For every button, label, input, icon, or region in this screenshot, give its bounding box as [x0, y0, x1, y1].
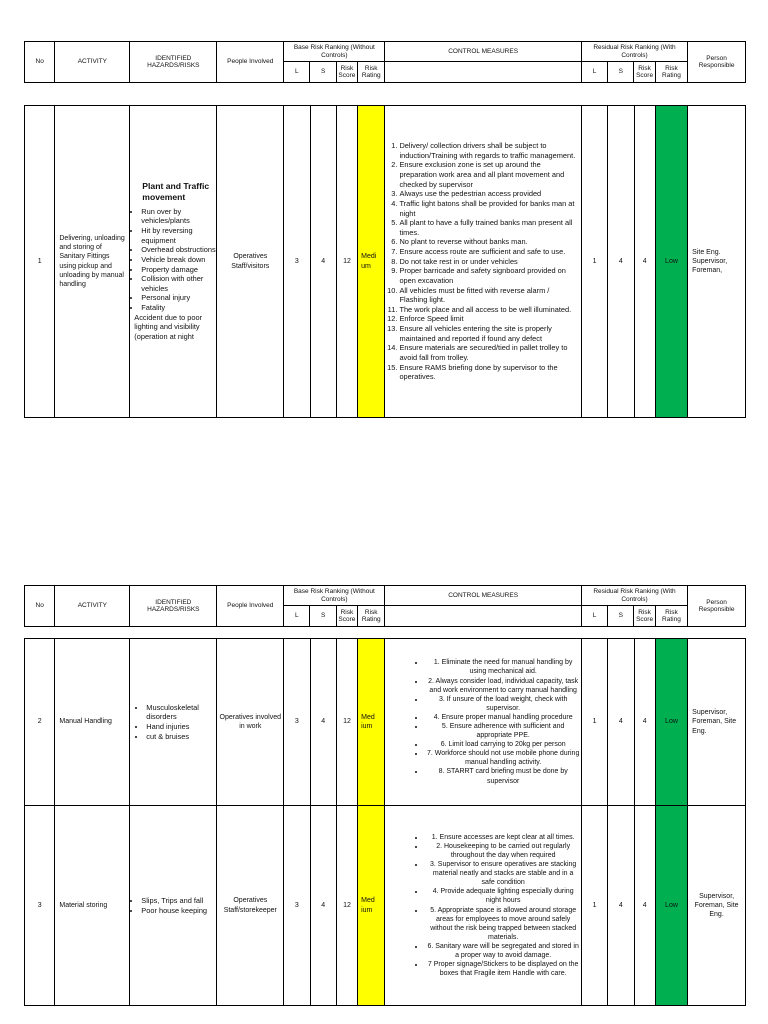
list-item: • Personal injury: [141, 293, 216, 303]
list-item: • Poor house keeping: [141, 906, 216, 916]
res-s-cell: 4: [608, 106, 634, 418]
res-score-cell: 4: [634, 806, 655, 1006]
header-res-rating: Risk Rating: [655, 606, 687, 627]
base-l-cell: 3: [284, 806, 310, 1006]
list-item: • Hit by reversing equipment: [141, 226, 216, 245]
header-res-l: L: [581, 62, 607, 83]
control-measures-cell: [385, 806, 581, 1006]
row-number: 2: [25, 639, 55, 806]
header-base-rating: Risk Rating: [358, 62, 385, 83]
header-base-l: L: [284, 62, 310, 83]
res-l-cell: 1: [581, 806, 607, 1006]
list-item: • cut & bruises: [146, 732, 216, 742]
list-item: • 2. Housekeeping to be carried out regularly throughout the day when required: [425, 842, 580, 860]
list-item: • Musculoskeletal disorders: [146, 703, 216, 722]
control-list: [385, 833, 580, 979]
list-item: 5. All plant to have a fully trained banks man present all times.: [399, 218, 576, 237]
list-item: • 7. Workforce should not use mobile phone during manual handling activity.: [425, 749, 580, 767]
control-list: [385, 141, 580, 382]
header-res-s: S: [608, 606, 634, 627]
header-control-measures: CONTROL MEASURES: [385, 42, 581, 62]
list-item: • 8. STARRT card briefing must be done by supervisor: [425, 767, 580, 785]
res-score-cell: 4: [634, 106, 655, 418]
person-responsible-cell: Supervisor, Foreman, Site Eng.: [688, 806, 746, 1006]
list-item: 11. The work place and all access to be well illuminated.: [399, 305, 576, 315]
list-item: 2. Ensure exclusion zone is set up around the preparation work area and all plant movement and checked by supervisor: [399, 160, 576, 189]
list-item: 1. Delivery/ collection drivers shall be subject to induction/Training with regards to traffic management.: [399, 141, 576, 160]
base-rating-cell: Medi um: [358, 106, 385, 418]
list-item: • Vehicle break down: [141, 255, 216, 265]
base-rating-cell: Med ium: [358, 639, 385, 806]
list-item: • 3. Supervisor to ensure operatives are stacking material neatly and stacks are stable and in a safe condition: [425, 860, 580, 887]
list-item: 12. Enforce Speed limit: [399, 314, 576, 324]
header-control-blank: [385, 62, 581, 83]
table-row: [25, 639, 746, 806]
header-base-s: S: [310, 62, 336, 83]
header-res-score: Risk Score: [634, 606, 655, 627]
list-item: 14. Ensure materials are secured/tied in pallet trolley to avoid fall from trolley.: [399, 343, 576, 362]
list-item: • 6. Limit load carrying to 20kg per person: [425, 740, 580, 749]
list-item: • 7 Proper signage/Stickers to be displayed on the boxes that Fragile item Handle with care.: [425, 960, 580, 978]
header-activity: ACTIVITY: [55, 586, 130, 627]
header-table-1: [24, 41, 746, 83]
activity-cell: Material storing: [55, 806, 130, 1006]
base-s-cell: 4: [310, 806, 336, 1006]
list-item: 6. No plant to reverse without banks man.: [399, 237, 576, 247]
base-s-cell: 4: [310, 639, 336, 806]
list-item: 9. Proper barricade and safety signboard provided on open excavation: [399, 266, 576, 285]
list-item: • 4. Ensure proper manual handling procedure: [425, 713, 580, 722]
list-item: • 5. Appropriate space is allowed around storage areas for employees to move around safely without the risk being trapped between stacked materials.: [425, 906, 580, 942]
row-number: 1: [25, 106, 55, 418]
header-no: No: [25, 42, 55, 83]
header-base-s: S: [310, 606, 336, 627]
table-row: [25, 106, 746, 418]
res-s-cell: 4: [608, 639, 634, 806]
header-base-risk: Base Risk Ranking (Without Controls): [284, 586, 385, 606]
header-no: No: [25, 586, 55, 627]
hazard-list: [130, 207, 216, 313]
hazard-list: [130, 703, 216, 742]
hazards-cell: [130, 806, 217, 1006]
header-hazards: IDENTIFIED HAZARDS/RISKS: [130, 586, 217, 627]
list-item: • 2. Always consider load, individual capacity, task and work environment to carry manual handling: [425, 677, 580, 695]
hazards-cell: [130, 106, 217, 418]
list-item: 13. Ensure all vehicles entering the site is properly maintained and reported if found any defect: [399, 324, 576, 343]
people-cell: Operatives Staff/visitors: [217, 106, 284, 418]
list-item: • 1. Ensure accesses are kept clear at all times.: [425, 833, 580, 842]
hazard-list: [130, 896, 216, 915]
res-rating-cell: Low: [655, 806, 687, 1006]
header-person-responsible: Person Responsible: [688, 42, 746, 83]
list-item: • Slips, Trips and fall: [141, 896, 216, 906]
activity-cell: Manual Handling: [55, 639, 130, 806]
control-measures-cell: [385, 106, 581, 418]
header-base-score: Risk Score: [336, 606, 357, 627]
list-item: • 4. Provide adequate lighting especially during night hours: [425, 887, 580, 905]
res-l-cell: 1: [581, 639, 607, 806]
list-item: • Collision with other vehicles: [141, 274, 216, 293]
header-base-risk: Base Risk Ranking (Without Controls): [284, 42, 385, 62]
header-residual-risk: Residual Risk Ranking (With Controls): [581, 586, 687, 606]
people-cell: Operatives involved in work: [217, 639, 284, 806]
res-s-cell: 4: [608, 806, 634, 1006]
list-item: • 3. If unsure of the load weight, check with supervisor.: [425, 695, 580, 713]
header-people: People Involved: [217, 42, 284, 83]
list-item: • Run over by vehicles/plants: [141, 207, 216, 226]
header-res-s: S: [608, 62, 634, 83]
list-item: • Property damage: [141, 265, 216, 275]
list-item: • Hand injuries: [146, 722, 216, 732]
base-l-cell: 3: [284, 639, 310, 806]
header-control-measures: CONTROL MEASURES: [385, 586, 581, 606]
control-list: [385, 658, 580, 785]
people-cell: Operatives Staff/storekeeper: [217, 806, 284, 1006]
base-score-cell: 12: [336, 639, 357, 806]
header-res-l: L: [581, 606, 607, 627]
person-responsible-cell: Supervisor, Foreman, Site Eng.: [688, 639, 746, 806]
list-item: 4. Traffic light batons shall be provided for banks man at night: [399, 199, 576, 218]
hazard-extra-text: Accident due to poor lighting and visibility (operation at night: [134, 312, 203, 341]
risk-table-rows-2-3: [24, 638, 746, 1006]
header-control-blank: [385, 606, 581, 627]
list-item: 15. Ensure RAMS briefing done by supervisor to the operatives.: [399, 363, 576, 382]
table-row: [25, 806, 746, 1006]
person-responsible-cell: Site Eng. Supervisor, Foreman,: [688, 106, 746, 418]
list-item: 8. Do not take rest in or under vehicles: [399, 257, 576, 267]
control-measures-cell: [385, 639, 581, 806]
list-item: 7. Ensure access route are sufficient and safe to use.: [399, 247, 576, 257]
header-activity: ACTIVITY: [55, 42, 130, 83]
header-hazards: IDENTIFIED HAZARDS/RISKS: [130, 42, 217, 83]
hazards-cell: [130, 639, 217, 806]
list-item: 10. All vehicles must be fitted with reverse alarm / Flashing light.: [399, 286, 576, 305]
list-item: 3. Always use the pedestrian access provided: [399, 189, 576, 199]
base-score-cell: 12: [336, 106, 357, 418]
list-item: • Overhead obstructions: [141, 245, 216, 255]
res-l-cell: 1: [581, 106, 607, 418]
list-item: • Fatality: [141, 303, 216, 313]
header-base-score: Risk Score: [336, 62, 357, 83]
header-base-l: L: [284, 606, 310, 627]
header-res-score: Risk Score: [634, 62, 655, 83]
base-l-cell: 3: [284, 106, 310, 418]
list-item: • 1. Eliminate the need for manual handling by using mechanical aid.: [425, 658, 580, 676]
header-people: People Involved: [217, 586, 284, 627]
row-number: 3: [25, 806, 55, 1006]
header-person-responsible: Person Responsible: [688, 586, 746, 627]
base-score-cell: 12: [336, 806, 357, 1006]
risk-table-row-1: [24, 105, 746, 418]
res-rating-cell: Low: [655, 106, 687, 418]
list-item: • 6. Sanitary ware will be segregated and stored in a proper way to avoid damage.: [425, 942, 580, 960]
hazard-title: Plant and Traffic movement: [142, 181, 210, 203]
list-item: • 5. Ensure adherence with sufficient and appropriate PPE.: [425, 722, 580, 740]
base-s-cell: 4: [310, 106, 336, 418]
header-residual-risk: Residual Risk Ranking (With Controls): [581, 42, 687, 62]
header-base-rating: Risk Rating: [358, 606, 385, 627]
base-rating-cell: Med ium: [358, 806, 385, 1006]
res-score-cell: 4: [634, 639, 655, 806]
activity-cell: Delivering, unloading and storing of Sanitary Fittings using pickup and unloading by manual handling: [55, 106, 130, 418]
header-res-rating: Risk Rating: [655, 62, 687, 83]
res-rating-cell: Low: [655, 639, 687, 806]
header-table-2: [24, 585, 746, 627]
